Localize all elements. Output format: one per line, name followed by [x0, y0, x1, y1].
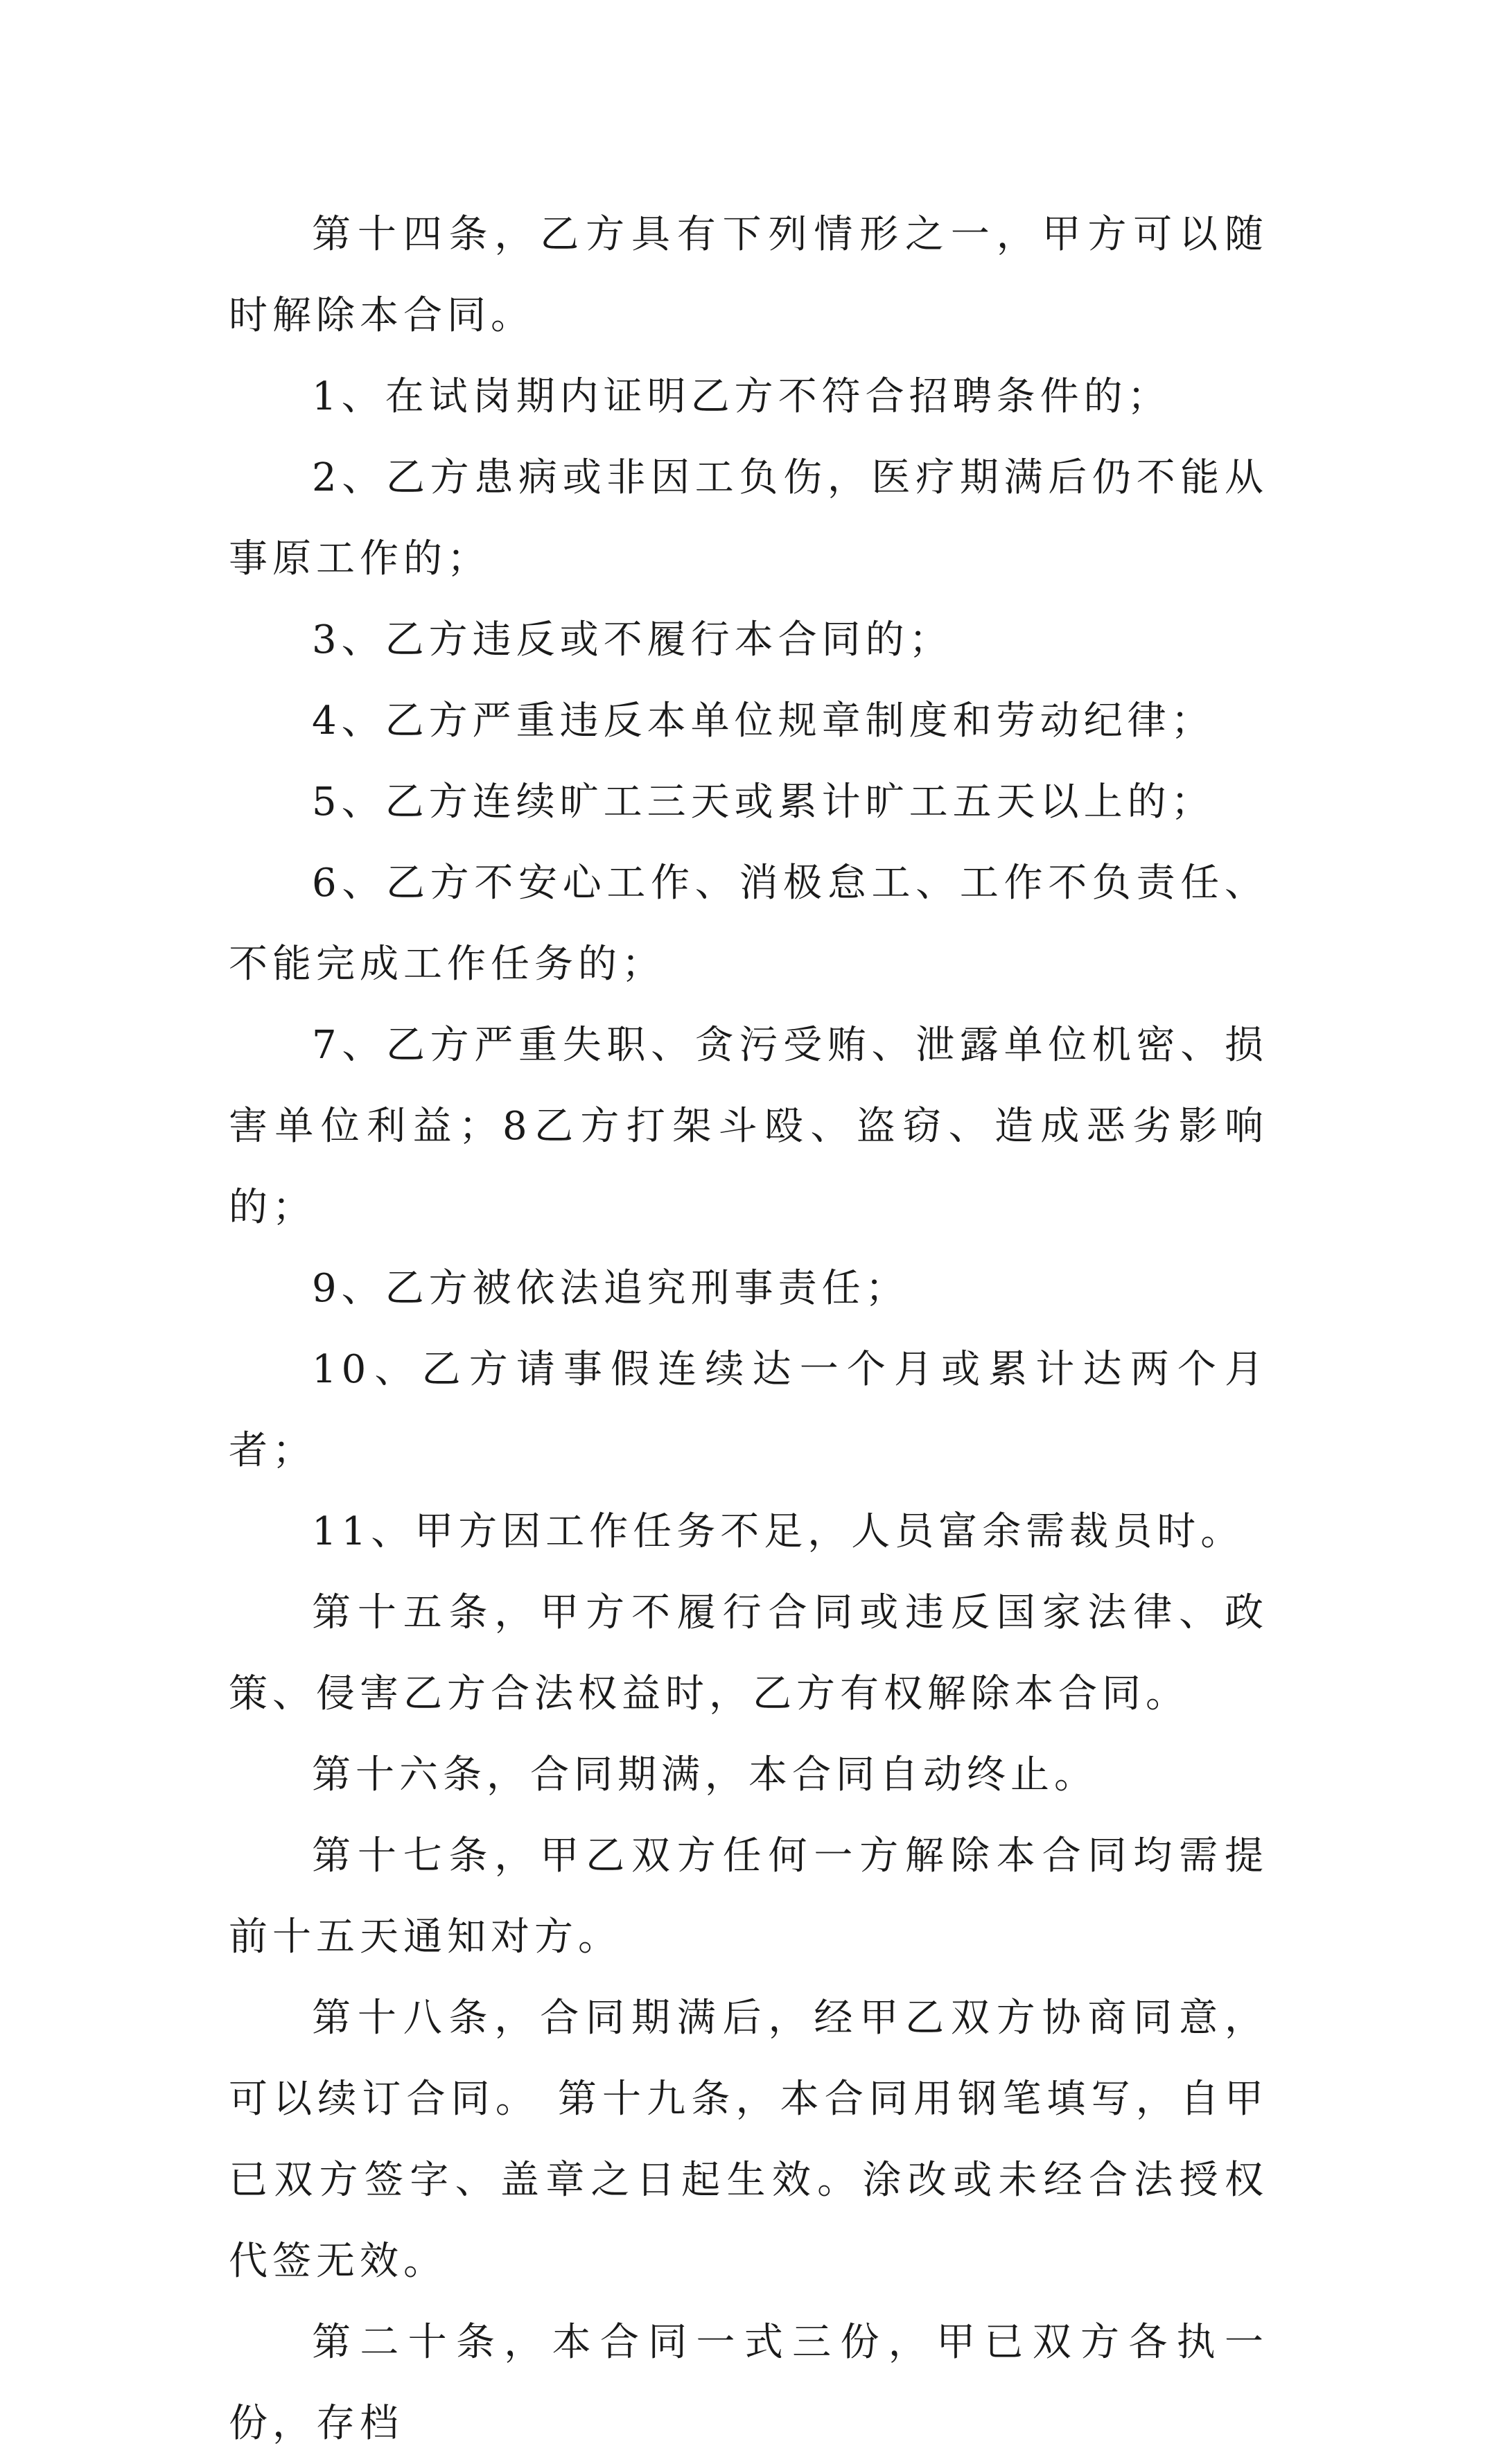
clause-16: 第十六条，合同期满，本合同自动终止。: [312, 1752, 1098, 1797]
clause-14-item-9: 9、乙方被依法追究刑事责任；: [312, 1266, 909, 1311]
clause-18-19: 第十八条，合同期满后，经甲乙双方协商同意，可以续订合同。 第十九条，本合同用钢笔填写，自甲已双方签字、盖章之日起生效。涂改或未经合法授权代签无效。: [229, 1996, 1268, 2284]
clause-14-item-3: 3、乙方违反或不履行本合同的；: [312, 617, 953, 662]
clause-17: 第十七条，甲乙双方任何一方解除本合同均需提前十五天通知对方。: [229, 1833, 1268, 1960]
clause-14-item-6: 6、乙方不安心工作、消极怠工、工作不负责任、不能完成工作任务的；: [229, 861, 1268, 987]
clause-14-item-2: 2、乙方患病或非因工负伤，医疗期满后仍不能从事原工作的；: [229, 455, 1268, 581]
clause-14: 第十四条，乙方具有下列情形之一，甲方可以随时解除本合同。: [229, 212, 1268, 338]
document-body: [229, 194, 1268, 2464]
clause-14-item-11: 11、甲方因工作任务不足，人员富余需裁员时。: [312, 1509, 1245, 1554]
clause-15: 第十五条，甲方不履行合同或违反国家法律、政策、侵害乙方合法权益时，乙方有权解除本合同。: [229, 1590, 1268, 1716]
clause-14-item-1: 1、在试岗期内证明乙方不符合招聘条件的；: [312, 374, 1171, 419]
clause-14-item-4: 4、乙方严重违反本单位规章制度和劳动纪律；: [312, 698, 1215, 743]
clause-14-item-7-8: 7、乙方严重失职、贪污受贿、泄露单位机密、损害单位利益；8乙方打架斗殴、盗窃、造成恶劣影响的；: [229, 1023, 1268, 1230]
clause-14-item-10: 10、乙方请事假连续达一个月或累计达两个月者；: [229, 1347, 1268, 1473]
clause-14-item-5: 5、乙方连续旷工三天或累计旷工五天以上的；: [312, 780, 1215, 825]
clause-20: 第二十条，本合同一式三份，甲已双方各执一份，存档: [229, 2320, 1268, 2446]
